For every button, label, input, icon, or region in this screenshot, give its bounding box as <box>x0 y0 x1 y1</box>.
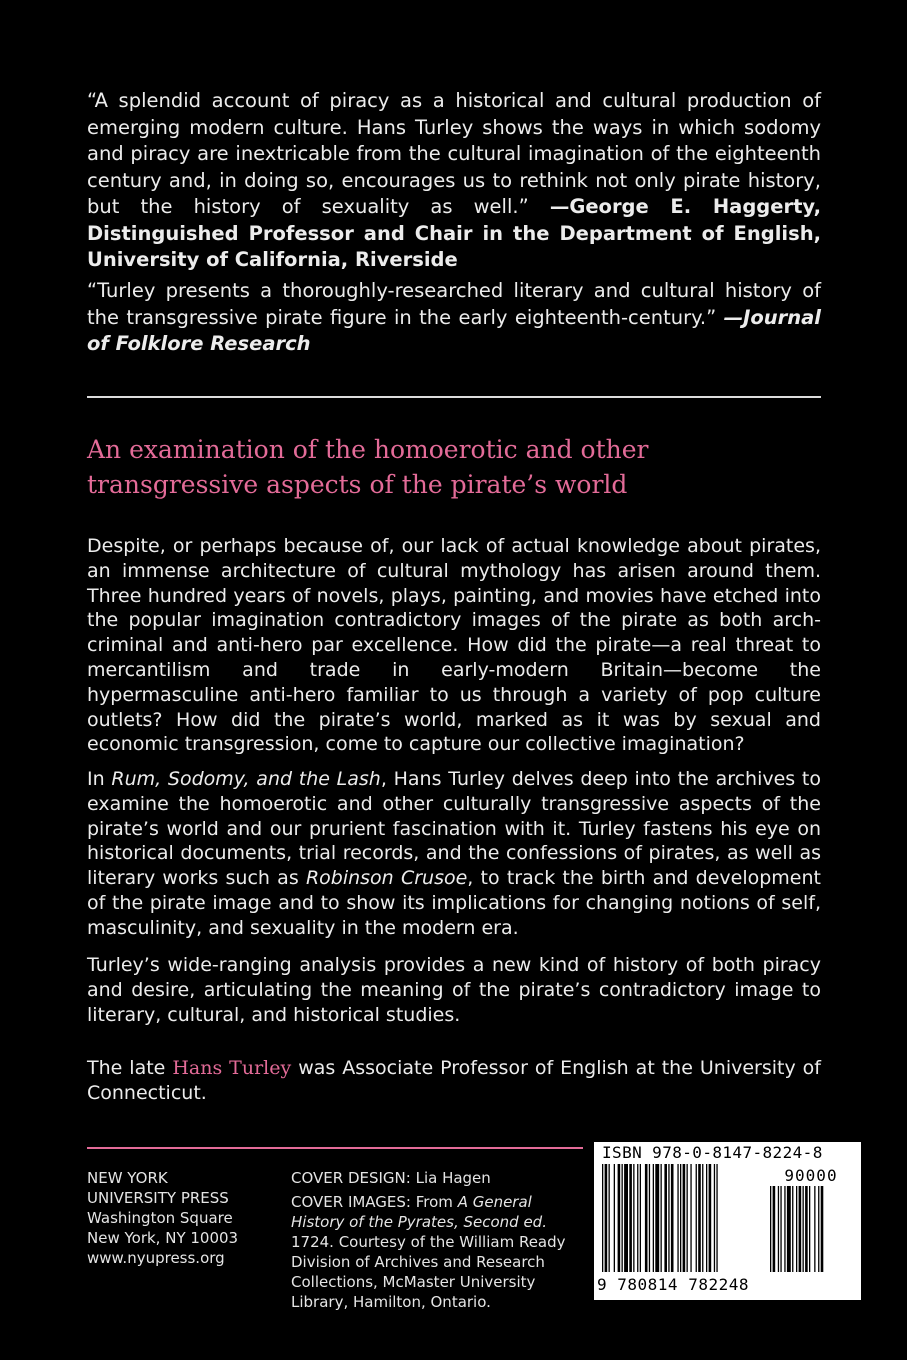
barcode-bar <box>653 1164 654 1272</box>
barcode-bar <box>702 1164 703 1272</box>
barcode-bar <box>618 1164 621 1272</box>
isbn-label: ISBN 978-0-8147-8224-8 <box>602 1143 823 1162</box>
barcode-bar <box>633 1164 634 1272</box>
images-rest: 1724. Courtesy of the William Ready Division of Archives and Research Collections, McMaster University Library, Hamilton, Ontario. <box>291 1233 566 1311</box>
barcode-bar <box>683 1164 686 1272</box>
barcode-bar <box>609 1164 610 1272</box>
quote-attribution: —George E. Haggerty, Distinguished Professor and Chair in the Department of English, University of California, Riverside <box>87 195 822 271</box>
quote-text: “Turley presents a thoroughly-researched literary and cultural history of the transgressive pirate figure in the early eighteenth-century.” <box>87 279 821 329</box>
barcode-bar <box>671 1164 674 1272</box>
isbn-barcode <box>594 1142 861 1300</box>
referenced-work-title: Robinson Crusoe <box>305 867 468 890</box>
barcode-bar <box>645 1164 648 1272</box>
barcode-bar <box>602 1164 603 1272</box>
barcode-addon-bar <box>784 1186 785 1272</box>
barcode-bar <box>714 1164 715 1272</box>
barcode-bar <box>706 1164 707 1272</box>
barcode-bar <box>629 1164 632 1272</box>
cover-design-credit: COVER DESIGN: Lia Hagen <box>291 1169 491 1187</box>
publisher-website: www.nyupress.org <box>87 1249 225 1267</box>
description-paragraph-2 <box>87 767 821 941</box>
barcode-bar <box>624 1164 628 1272</box>
publisher-line: NEW YORK <box>87 1169 168 1187</box>
barcode-addon-bar <box>821 1186 824 1272</box>
cover-credits <box>291 1168 581 1316</box>
description-paragraph-3: Turley’s wide-ranging analysis provides a new kind of history of both piracy and desire, articulating the meaning of the pirate’s contradictory image to literary, cultural, and historical studies. <box>87 954 821 1026</box>
divider-rule <box>87 396 821 398</box>
quote-attribution: —Journal of Folklore Research <box>87 305 821 355</box>
barcode-addon-bar <box>773 1186 776 1272</box>
barcode-addon-bar <box>780 1186 781 1272</box>
barcode-bar <box>687 1164 688 1272</box>
publisher-address <box>87 1168 277 1268</box>
barcode-bar <box>709 1164 712 1272</box>
barcode-bar <box>605 1164 608 1272</box>
barcode-addon-bar <box>770 1186 771 1272</box>
para2-end: , to track the birth and development of the pirate image and to show its implications for changing notions of self, masculinity, and sexuality in the modern era. <box>87 867 821 939</box>
barcode-bar <box>622 1164 623 1272</box>
barcode-bar <box>716 1164 717 1272</box>
quote-text: “A splendid account of piracy as a historical and cultural production of emerging modern culture. Hans Turley shows the ways in which sodomy and piracy are inextricable from the cultural imagination of the eighteenth century and, in doing so, encourages us to rethink not only pirate history, but the history of sexuality as well.” <box>87 89 821 218</box>
bio-suffix: was Associate Professor of English at the University of Connecticut. <box>87 1057 821 1104</box>
images-prefix: COVER IMAGES: From <box>291 1193 458 1211</box>
barcode-bar <box>664 1164 667 1272</box>
barcode-addon-bar <box>787 1186 791 1272</box>
barcode-addon-bar <box>805 1186 808 1272</box>
description-paragraph-1: Despite, or perhaps because of, our lack of actual knowledge about pirates, an immense architecture of cultural mythology has arisen around them. Three hundred years of novels, plays, painting, and movies have etched into the popular imagination contradictory images of the pirate as both arch-criminal and anti-hero par excellence. How did the pirate—a real threat to mercantilism and trade in early-modern Britain—become the hypermasculine anti-hero familiar to us through a variety of pop culture outlets? How did the pirate’s world, marked as it was by sexual and economic transgression, come to capture our collective imagination? <box>87 535 821 756</box>
barcode-bar <box>655 1164 659 1272</box>
images-source-title: A General History of the Pyrates, Second ed. <box>291 1193 547 1231</box>
praise-quote-journal <box>87 278 821 358</box>
para2-mid: , Hans Turley delves deep into the archives to examine the homoerotic and other culturally transgressive aspects of the pirate’s world and our prurient fascination with it. Turley fastens his eye on historical documents, trial records, and the confessions of pirates, as well as literary works such as <box>87 768 822 890</box>
barcode-bar <box>698 1164 701 1272</box>
cover-images-credit <box>291 1192 581 1312</box>
barcode-bar <box>690 1164 691 1272</box>
barcode-bar <box>637 1164 638 1272</box>
publisher-line: New York, NY 10003 <box>87 1229 239 1247</box>
praise-quote-haggerty <box>87 88 821 274</box>
barcode-bar <box>614 1164 615 1272</box>
bio-prefix: The late <box>87 1057 173 1079</box>
barcode-bar <box>649 1164 650 1272</box>
barcode-bar <box>640 1164 641 1272</box>
para2-start: In <box>87 768 112 790</box>
barcode-addon-bar <box>796 1186 797 1272</box>
barcode-bar <box>696 1164 697 1272</box>
publisher-line: Washington Square <box>87 1209 233 1227</box>
publisher-line: UNIVERSITY PRESS <box>87 1189 229 1207</box>
barcode-bar <box>668 1164 669 1272</box>
barcode-addon-bar <box>778 1186 779 1272</box>
barcode-bar <box>677 1164 678 1272</box>
barcode-addon-bar <box>818 1186 819 1272</box>
pink-divider-rule <box>87 1147 583 1149</box>
barcode-addon-bar <box>803 1186 804 1272</box>
ean-digits: 9 780814 782248 <box>597 1275 749 1294</box>
barcode-bar <box>680 1164 681 1272</box>
barcode-addon-bar <box>809 1186 810 1272</box>
price-addon-digits: 90000 <box>784 1166 838 1185</box>
author-bio <box>87 1056 821 1106</box>
barcode-addon-bar <box>814 1186 815 1272</box>
barcode-bar <box>661 1164 662 1272</box>
author-name: Hans Turley <box>172 1057 292 1079</box>
headline: An examination of the homoerotic and other transgressive aspects of the pirate’s world <box>87 435 649 499</box>
book-title: Rum, Sodomy, and the Lash <box>111 768 381 790</box>
barcode-addon-bar <box>799 1186 802 1272</box>
barcode-addon-bar <box>792 1186 793 1272</box>
